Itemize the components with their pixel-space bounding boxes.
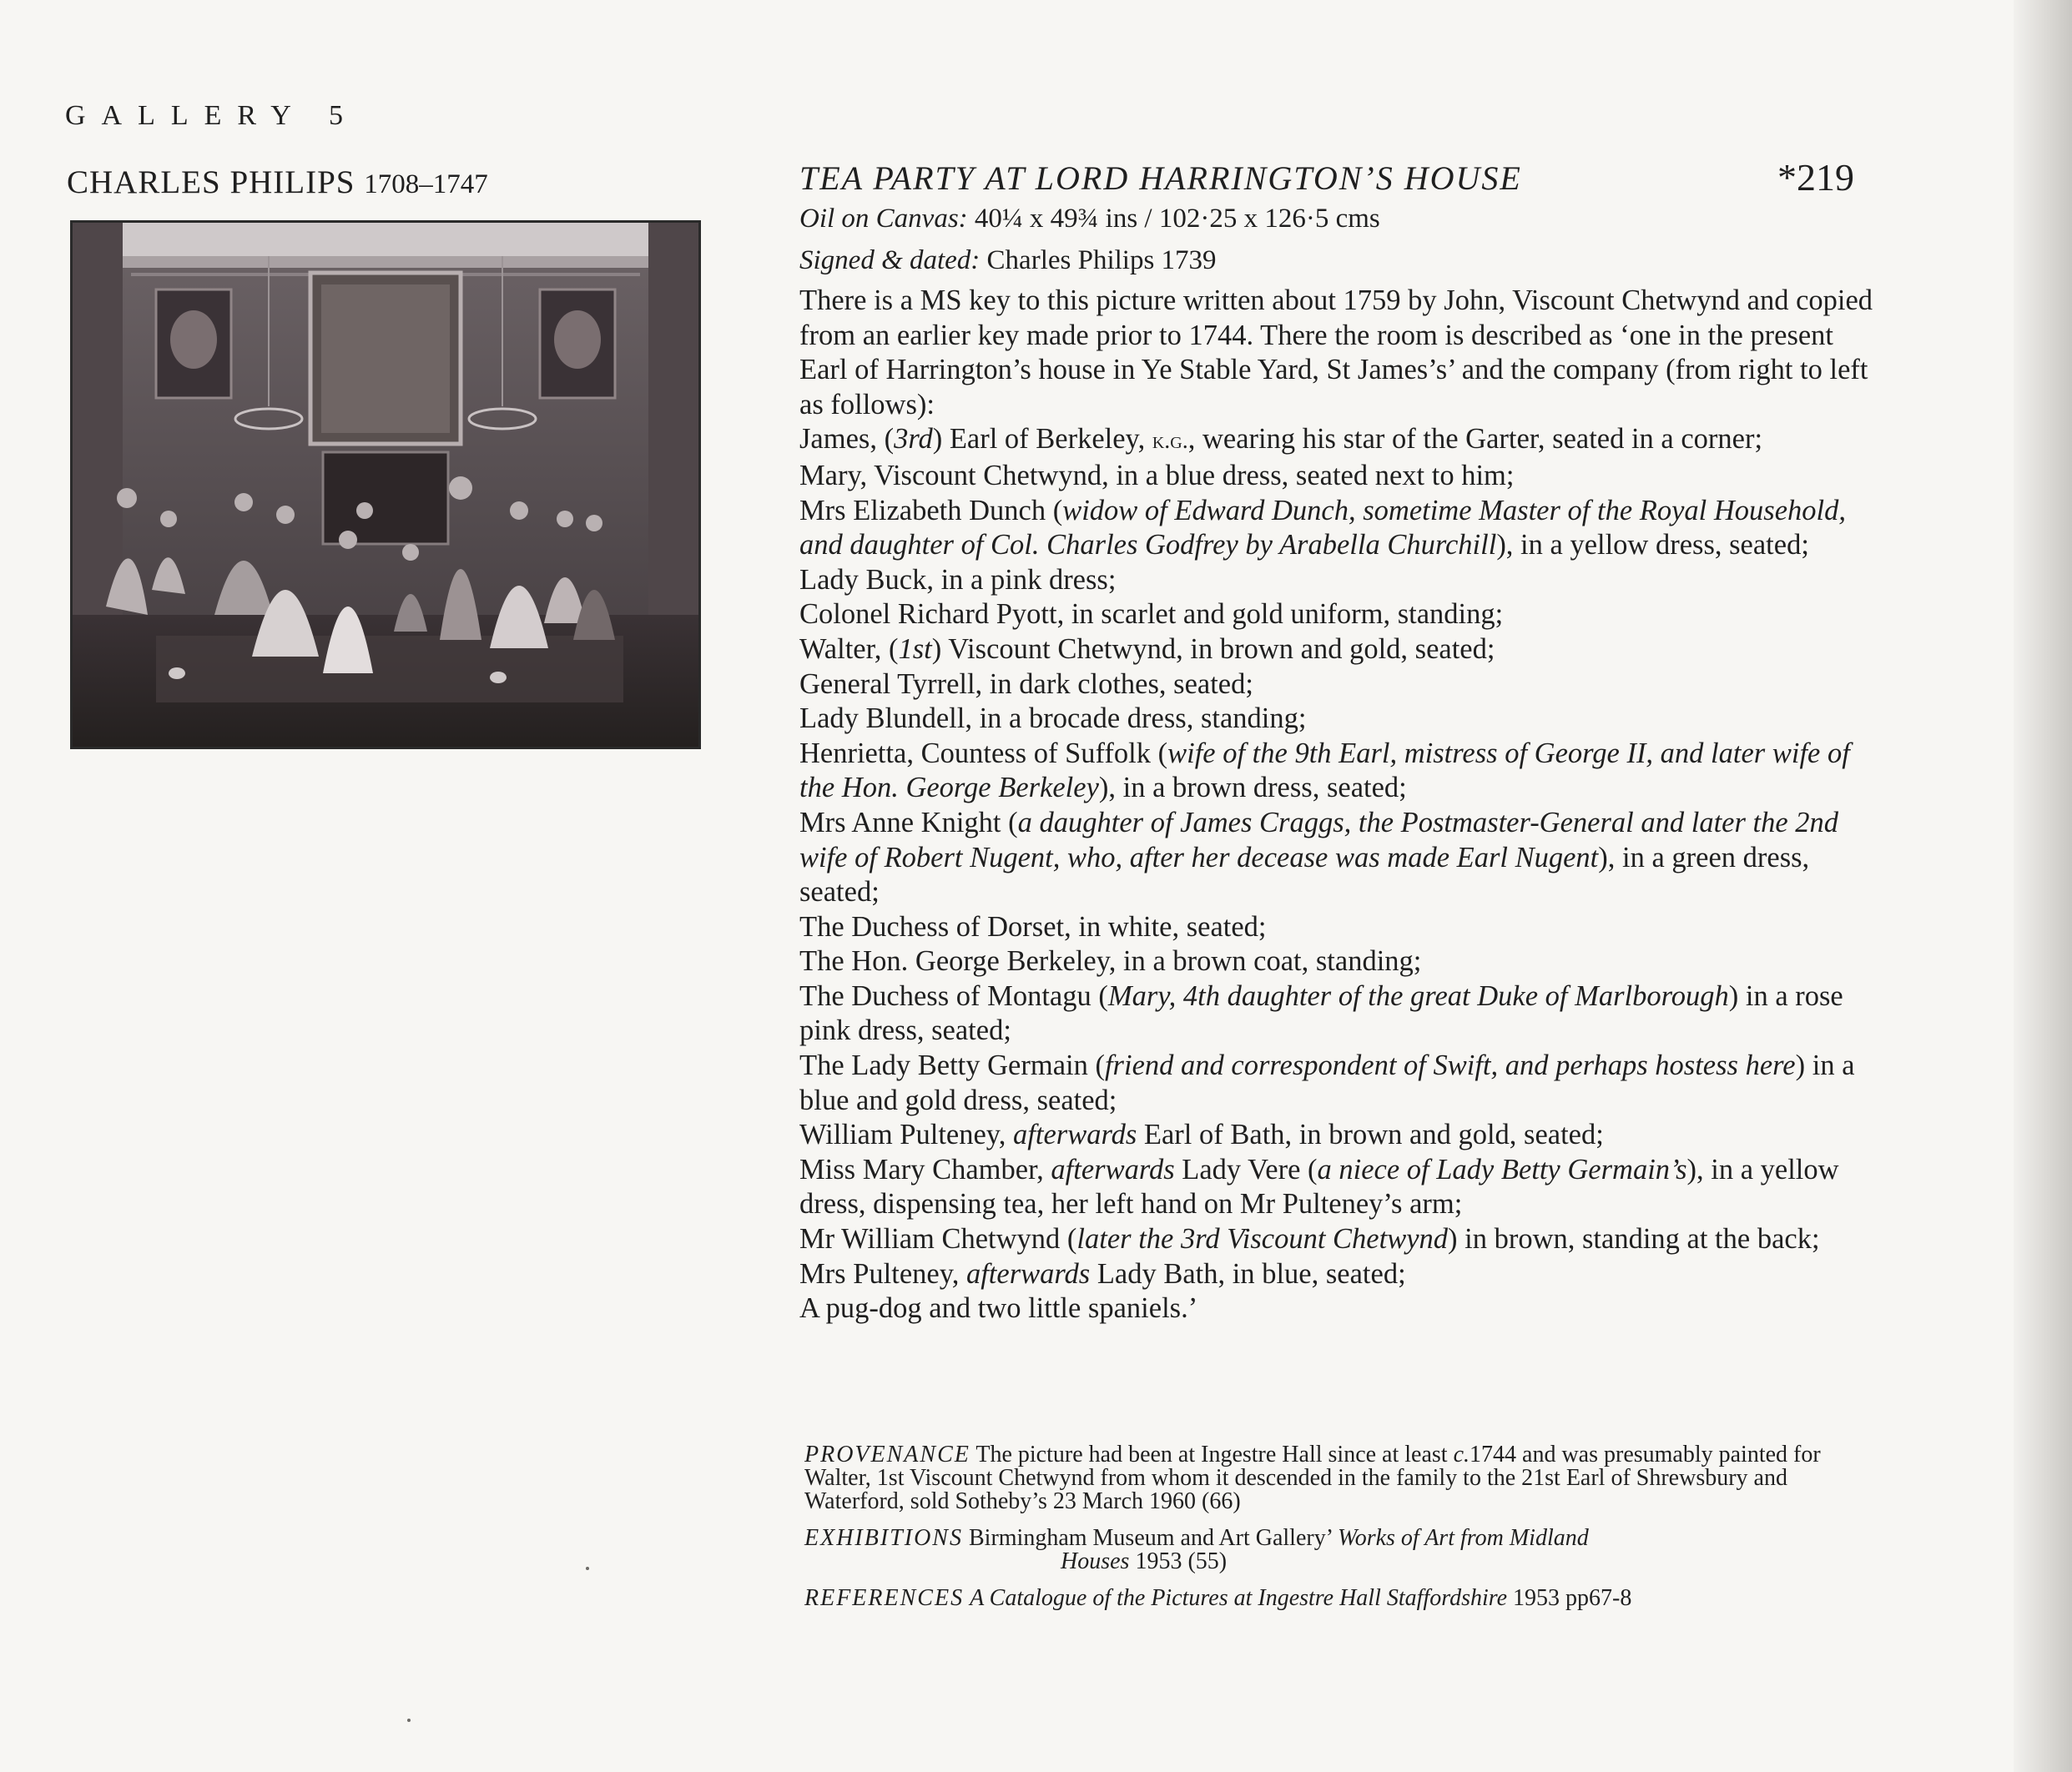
key-entry: The Duchess of Dorset, in white, seated; bbox=[799, 910, 1267, 943]
exhibitions-note: EXHIBITIONS Birmingham Museum and Art Gallery’ Works of Art from Midland Houses 1953 (55) bbox=[804, 1525, 1589, 1574]
signed-line bbox=[799, 245, 1217, 276]
key-entry: General Tyrrell, in dark clothes, seated; bbox=[799, 667, 1253, 700]
medium-label: Oil on Canvas: bbox=[799, 204, 968, 234]
references-note: REFERENCES A Catalogue of the Pictures at Ingestre Hall Staffordshire 1953 pp67-8 bbox=[804, 1585, 1632, 1611]
painting-title: TEA PARTY AT LORD HARRINGTON’S HOUSE bbox=[799, 159, 1522, 197]
key-entry: Mrs Anne Knight (a daughter of James Craggs, the Postmaster-General and later the 2nd wife of Robert Nugent, who, after her decease was made Earl Nugent), in a green dress, seated; bbox=[799, 806, 1839, 909]
intro-paragraph: There is a MS key to this picture written about 1759 by John, Viscount Chetwynd and copied from an earlier key made prior to 1744. There the room is described as ‘one in the present Earl of Harrington’s house in Ye Stable Yard, St James’s’ and the company (from right to left as follows): bbox=[799, 284, 1873, 420]
signed-label: Signed & dated: bbox=[799, 245, 981, 275]
key-entry: Lady Buck, in a pink dress; bbox=[799, 563, 1117, 596]
paper-speck bbox=[586, 1567, 589, 1570]
key-entry: William Pulteney, afterwards Earl of Bath, in brown and gold, seated; bbox=[799, 1119, 1604, 1151]
key-entry: Henrietta, Countess of Suffolk (wife of the 9th Earl, mistress of George II, and later wife of the Hon. George Berkeley), in a brown dress, seated; bbox=[799, 737, 1850, 804]
key-entry: The Lady Betty Germain (friend and correspondent of Swift, and perhaps hostess here) in a blue and gold dress, seated; bbox=[799, 1050, 1855, 1116]
painting-image bbox=[70, 220, 701, 749]
gallery-heading: GALLERY 5 bbox=[65, 100, 360, 131]
key-entry: Miss Mary Chamber, afterwards Lady Vere (a niece of Lady Betty Germain’s), in a yellow dress, dispensing tea, her left hand on Mr Pulteney’s arm; bbox=[799, 1153, 1839, 1221]
key-entry: Mrs Pulteney, afterwards Lady Bath, in blue, seated; bbox=[799, 1257, 1406, 1290]
exhibitions-heading: EXHIBITIONS bbox=[804, 1525, 963, 1551]
key-entry: Mrs Elizabeth Dunch (widow of Edward Dunch, sometime Master of the Royal Household, and daughter of Col. Charles Godfrey by Arabella Churchill), in a yellow dress, seated; bbox=[799, 494, 1846, 561]
medium-value: 40¼ x 49¾ ins / 102·25 x 126·5 cms bbox=[974, 204, 1380, 234]
references-heading: REFERENCES bbox=[804, 1585, 965, 1611]
artist-heading bbox=[67, 164, 488, 201]
key-entry: Lady Blundell, in a brocade dress, standing; bbox=[799, 702, 1307, 735]
catalogue-text bbox=[799, 284, 1884, 1326]
catalogue-notes bbox=[804, 1443, 1889, 1623]
key-entry: Colonel Richard Pyott, in scarlet and gold uniform, standing; bbox=[799, 598, 1504, 631]
artist-dates: 1708–1747 bbox=[364, 169, 488, 199]
key-entry: Mary, Viscount Chetwynd, in a blue dress, seated next to him; bbox=[799, 459, 1515, 491]
key-entry: James, (3rd) Earl of Berkeley, k.g., wearing his star of the Garter, seated in a corner; bbox=[799, 423, 1763, 456]
provenance-heading: PROVENANCE bbox=[804, 1442, 970, 1467]
provenance-note: PROVENANCE The picture had been at Ingestre Hall since at least c.1744 and was presumably painted for Walter, 1st Viscount Chetwynd from whom it descended in the family to the 21st Earl of Shrewsbury and Waterford, sold Sotheby’s 23 March 1960 (66) bbox=[804, 1442, 1821, 1514]
catalogue-number: *219 bbox=[1777, 156, 1854, 199]
signed-value: Charles Philips 1739 bbox=[986, 245, 1217, 275]
key-entry: The Duchess of Montagu (Mary, 4th daughter of the great Duke of Marlborough) in a rose pink dress, seated; bbox=[799, 979, 1843, 1047]
medium-line bbox=[799, 204, 1380, 234]
key-entry: Walter, (1st) Viscount Chetwynd, in brown and gold, seated; bbox=[799, 632, 1495, 665]
paper-speck bbox=[407, 1719, 411, 1722]
key-entry: The Hon. George Berkeley, in a brown coat, standing; bbox=[799, 945, 1422, 978]
page-gutter-shadow bbox=[2014, 0, 2072, 1772]
key-entry: Mr William Chetwynd (later the 3rd Viscount Chetwynd) in brown, standing at the back; bbox=[799, 1223, 1820, 1256]
key-entry: A pug-dog and two little spaniels.’ bbox=[799, 1292, 1198, 1325]
artist-name: CHARLES PHILIPS bbox=[67, 164, 355, 200]
